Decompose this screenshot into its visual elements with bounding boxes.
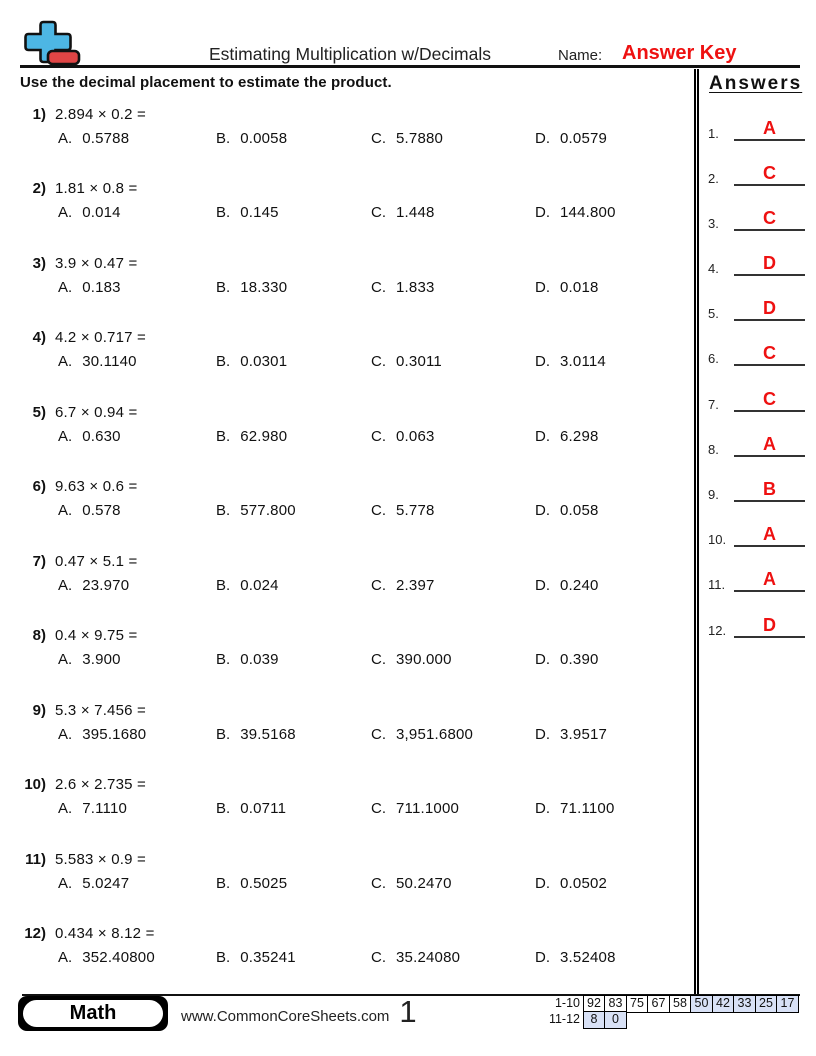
option-d	[535, 130, 694, 147]
answer-number: 3.	[708, 215, 719, 231]
option-b	[216, 726, 371, 743]
option-c-letter: C.	[371, 651, 386, 668]
question-row	[20, 627, 694, 702]
question-list	[20, 106, 694, 1000]
question-expression: 5.3 × 7.456 =	[55, 701, 147, 719]
answer-number: 2.	[708, 170, 719, 186]
question-line	[20, 627, 694, 644]
instruction-text: Use the decimal placement to estimate the product.	[20, 73, 392, 91]
option-a-letter: A.	[58, 353, 73, 370]
option-d-value: 0.390	[560, 651, 599, 668]
worksheet-title: Estimating Multiplication w/Decimals	[208, 44, 492, 64]
answer-blank-line	[734, 163, 805, 186]
option-a	[58, 800, 216, 817]
option-a	[58, 726, 216, 743]
answer-number: 11.	[708, 577, 726, 593]
option-b	[216, 353, 371, 370]
option-a-value: 0.014	[82, 204, 121, 221]
option-a-value: 7.1110	[82, 800, 128, 817]
option-d	[535, 577, 694, 594]
option-b-letter: B.	[216, 651, 231, 668]
subject-badge	[18, 996, 168, 1031]
option-a-value: 0.5788	[82, 129, 130, 147]
option-a-letter: A.	[58, 949, 73, 966]
option-d-letter: D.	[535, 427, 550, 445]
option-b	[216, 651, 371, 668]
option-b-letter: B.	[216, 129, 231, 147]
option-d-letter: D.	[535, 725, 550, 743]
option-d-letter: D.	[535, 129, 550, 147]
question-number: 1)	[32, 105, 46, 123]
option-c-letter: C.	[371, 502, 386, 519]
option-a	[58, 353, 216, 370]
option-row	[58, 949, 694, 966]
answer-number: 4.	[708, 261, 719, 277]
answer-blank-line	[734, 569, 805, 592]
option-a-value: 3.900	[82, 651, 121, 668]
question-row	[20, 404, 694, 479]
option-d-value: 6.298	[560, 427, 599, 445]
question-row	[20, 255, 694, 330]
option-b	[216, 875, 371, 892]
option-row	[58, 502, 694, 519]
option-a-letter: A.	[58, 651, 73, 668]
answer-letter: C	[763, 207, 776, 228]
answer-item	[708, 518, 810, 547]
option-d-letter: D.	[535, 278, 550, 296]
option-c	[371, 875, 535, 892]
option-d-value: 0.058	[560, 502, 599, 519]
option-c-value: 5.778	[396, 502, 435, 519]
option-b-value: 0.024	[240, 576, 279, 594]
option-a-value: 395.1680	[82, 725, 147, 743]
content-area	[0, 69, 816, 995]
score-cell: 67	[647, 995, 670, 1013]
option-a-value: 0.578	[82, 502, 121, 519]
question-line	[20, 925, 694, 942]
score-cell: 75	[626, 995, 649, 1013]
answer-letter: D	[763, 253, 776, 274]
question-line	[20, 404, 694, 421]
question-expression: 1.81 × 0.8 =	[55, 180, 138, 197]
answer-letter: A	[763, 117, 776, 138]
option-c-value: 0.063	[396, 427, 435, 445]
option-a	[58, 875, 216, 892]
option-row	[58, 651, 694, 668]
option-c	[371, 353, 535, 370]
option-d-value: 3.9517	[560, 725, 608, 743]
option-d	[535, 726, 694, 743]
option-b-letter: B.	[216, 576, 231, 594]
answer-item	[708, 428, 810, 457]
question-row	[20, 851, 694, 926]
answer-key-label: Answer Key	[622, 42, 737, 64]
option-d	[535, 428, 694, 445]
option-c	[371, 130, 535, 147]
option-b-value: 18.330	[240, 278, 288, 296]
option-d	[535, 800, 694, 817]
option-c	[371, 204, 535, 221]
question-row	[20, 329, 694, 404]
option-c-letter: C.	[371, 874, 386, 892]
question-number: 7)	[32, 552, 46, 570]
option-c-value: 5.7880	[396, 129, 444, 147]
option-d-value: 0.0502	[560, 874, 608, 892]
answer-number: 8.	[708, 441, 719, 457]
option-row	[58, 353, 694, 370]
question-number: 11)	[25, 850, 46, 868]
answer-item	[708, 563, 810, 592]
answer-item	[708, 337, 810, 366]
option-c-letter: C.	[371, 204, 386, 221]
question-row	[20, 478, 694, 553]
answer-number: 1.	[708, 125, 719, 141]
question-expression: 9.63 × 0.6 =	[55, 478, 138, 495]
option-d-letter: D.	[535, 204, 550, 221]
question-line	[20, 702, 694, 719]
answer-letter: A	[763, 524, 776, 545]
question-expression: 0.4 × 9.75 =	[55, 627, 138, 644]
option-d-value: 3.52408	[560, 949, 616, 966]
option-b-value: 0.145	[240, 204, 279, 221]
question-line	[20, 106, 694, 123]
question-row	[20, 180, 694, 255]
question-row	[20, 553, 694, 628]
question-row	[20, 106, 694, 181]
option-d-value: 71.1100	[560, 800, 615, 817]
score-cell-highlighted: 8	[583, 1011, 606, 1029]
score-row-2	[538, 1011, 799, 1029]
option-d	[535, 502, 694, 519]
option-c	[371, 428, 535, 445]
option-d-letter: D.	[535, 874, 550, 892]
option-c	[371, 502, 535, 519]
option-a-letter: A.	[58, 874, 73, 892]
score-table	[538, 995, 799, 1029]
score-row-2-highlight-cells	[584, 1011, 627, 1029]
answer-blank-line	[734, 615, 805, 638]
score-row-1-label: 1-10	[554, 996, 580, 1010]
score-cell-highlighted: 42	[712, 995, 735, 1013]
option-a	[58, 204, 216, 221]
name-label: Name:	[558, 47, 603, 64]
answer-blank-line	[734, 208, 805, 231]
option-d	[535, 651, 694, 668]
option-b	[216, 800, 371, 817]
option-row	[58, 428, 694, 445]
option-row	[58, 577, 694, 594]
option-row	[58, 204, 694, 221]
answer-letter: B	[763, 479, 776, 499]
question-number: 9)	[32, 701, 46, 719]
score-cell-highlighted: 0	[604, 1011, 627, 1029]
option-a	[58, 279, 216, 296]
question-expression: 0.47 × 5.1 =	[55, 552, 138, 570]
option-b	[216, 279, 371, 296]
option-b-letter: B.	[216, 278, 231, 296]
option-b	[216, 502, 371, 519]
answer-item	[708, 292, 810, 321]
score-cell-highlighted: 33	[733, 995, 756, 1013]
subject-label: Math	[23, 1000, 163, 1027]
question-number: 6)	[32, 478, 46, 495]
answer-number: 10.	[708, 532, 727, 548]
option-d-value: 0.018	[560, 278, 599, 296]
question-number: 8)	[32, 627, 46, 644]
option-a-value: 5.0247	[82, 874, 130, 892]
option-c-letter: C.	[371, 353, 386, 370]
answer-blank-line	[734, 389, 805, 412]
option-c	[371, 726, 535, 743]
option-c-letter: C.	[371, 949, 386, 966]
option-c-value: 50.2470	[396, 874, 452, 892]
answer-letter: D	[763, 298, 776, 319]
answer-letter: C	[763, 162, 776, 183]
option-a	[58, 577, 216, 594]
option-b-letter: B.	[216, 427, 231, 445]
question-number: 5)	[32, 403, 46, 421]
answer-letter: D	[763, 614, 776, 635]
answer-blank-line	[734, 524, 805, 547]
option-d-letter: D.	[535, 651, 550, 668]
score-row-2-label: 11-12	[548, 1012, 580, 1026]
question-number: 10)	[24, 776, 46, 793]
page-number: 1	[399, 994, 417, 1029]
answer-letter: A	[763, 569, 776, 590]
answer-item	[708, 247, 810, 276]
answer-letter: A	[763, 433, 776, 454]
answer-item	[708, 112, 810, 141]
score-row-1-plain-cells	[584, 995, 692, 1013]
answer-blank-line	[734, 118, 805, 141]
question-expression: 5.583 × 0.9 =	[55, 850, 147, 868]
option-b-value: 62.980	[240, 427, 288, 445]
question-expression: 2.894 × 0.2 =	[55, 105, 147, 123]
question-line	[20, 776, 694, 793]
question-line	[20, 180, 694, 197]
option-b	[216, 949, 371, 966]
option-a	[58, 502, 216, 519]
option-a-letter: A.	[58, 502, 73, 519]
answer-blank-line	[734, 343, 805, 366]
option-a-value: 0.183	[82, 278, 121, 296]
option-d	[535, 875, 694, 892]
option-d-letter: D.	[535, 949, 550, 966]
option-a-letter: A.	[58, 278, 73, 296]
score-row-1-highlight-cells	[692, 995, 800, 1013]
option-b-letter: B.	[216, 874, 231, 892]
option-c-value: 2.397	[396, 576, 435, 594]
option-c-letter: C.	[371, 427, 386, 445]
score-cell-highlighted: 25	[755, 995, 778, 1013]
answers-title: Answers	[709, 72, 803, 94]
option-c	[371, 577, 535, 594]
question-line	[20, 478, 694, 495]
question-expression: 6.7 × 0.94 =	[55, 403, 138, 421]
option-c-value: 1.448	[396, 204, 435, 221]
question-row	[20, 702, 694, 777]
score-cell-highlighted: 50	[690, 995, 713, 1013]
option-d	[535, 949, 694, 966]
option-c-letter: C.	[371, 278, 386, 296]
option-d-value: 144.800	[560, 204, 616, 221]
option-row	[58, 726, 694, 743]
question-number: 3)	[32, 254, 46, 272]
option-a-letter: A.	[58, 800, 73, 817]
option-row	[58, 875, 694, 892]
option-b-letter: B.	[216, 725, 231, 743]
option-a-letter: A.	[58, 576, 73, 594]
question-expression: 3.9 × 0.47 =	[55, 254, 138, 272]
option-c-value: 1.833	[396, 278, 435, 296]
option-b-value: 0.039	[240, 651, 279, 668]
question-expression: 2.6 × 2.735 =	[55, 776, 147, 793]
option-b-letter: B.	[216, 502, 231, 519]
option-c-letter: C.	[371, 129, 386, 147]
option-c-value: 0.3011	[396, 353, 442, 370]
plus-minus-logo-icon	[21, 18, 81, 66]
option-b-value: 0.5025	[240, 874, 288, 892]
question-line	[20, 329, 694, 346]
option-c-value: 390.000	[396, 651, 452, 668]
score-cell: 58	[669, 995, 692, 1013]
option-c	[371, 651, 535, 668]
answer-item	[708, 157, 810, 186]
option-a-value: 0.630	[82, 427, 121, 445]
answer-number: 6.	[708, 351, 719, 367]
option-d-value: 3.0114	[560, 353, 606, 370]
option-d-letter: D.	[535, 502, 550, 519]
answer-blank-line	[734, 479, 805, 502]
option-c	[371, 949, 535, 966]
question-expression: 0.434 × 8.12 =	[55, 925, 155, 942]
answer-number: 5.	[708, 306, 719, 322]
answer-letter: C	[763, 343, 776, 364]
score-row-1	[538, 995, 799, 1013]
option-c-value: 711.1000	[396, 800, 460, 817]
option-b-value: 0.0058	[240, 129, 288, 147]
answers-list	[708, 112, 810, 638]
answer-item	[708, 473, 810, 502]
answer-number: 12.	[708, 622, 727, 638]
answer-item	[708, 202, 810, 231]
option-row	[58, 130, 694, 147]
option-d	[535, 279, 694, 296]
option-b-letter: B.	[216, 949, 231, 966]
answer-number: 7.	[708, 396, 719, 412]
question-expression: 4.2 × 0.717 =	[55, 329, 147, 346]
option-c-letter: C.	[371, 800, 386, 817]
website-url: www.CommonCoreSheets.com	[181, 1008, 390, 1025]
option-b-value: 577.800	[240, 502, 296, 519]
score-cell: 83	[604, 995, 627, 1013]
answer-item	[708, 383, 810, 412]
option-b-letter: B.	[216, 353, 231, 370]
answer-blank-line	[734, 434, 805, 457]
option-c-letter: C.	[371, 576, 386, 594]
option-c	[371, 800, 535, 817]
option-b	[216, 577, 371, 594]
question-row	[20, 925, 694, 1000]
option-c-value: 35.24080	[396, 949, 461, 966]
question-line	[20, 851, 694, 868]
question-number: 12)	[24, 925, 46, 942]
option-a-value: 30.1140	[82, 353, 137, 370]
option-d-letter: D.	[535, 353, 550, 370]
question-line	[20, 553, 694, 570]
option-a-value: 352.40800	[82, 949, 155, 966]
option-a	[58, 651, 216, 668]
option-row	[58, 800, 694, 817]
option-d-letter: D.	[535, 800, 550, 817]
question-number: 4)	[32, 329, 46, 346]
option-b-value: 39.5168	[240, 725, 296, 743]
answer-blank-line	[734, 253, 805, 276]
questions-column	[0, 69, 699, 995]
option-b-value: 0.0711	[240, 800, 287, 817]
option-c	[371, 279, 535, 296]
option-a	[58, 130, 216, 147]
option-b-letter: B.	[216, 204, 231, 221]
score-cell-highlighted: 17	[776, 995, 799, 1013]
option-b-value: 0.35241	[240, 949, 296, 966]
option-d-letter: D.	[535, 576, 550, 594]
answer-letter: C	[763, 388, 776, 409]
option-c-letter: C.	[371, 725, 386, 743]
option-a	[58, 428, 216, 445]
option-d-value: 0.0579	[560, 129, 608, 147]
option-a-letter: A.	[58, 204, 73, 221]
option-row	[58, 279, 694, 296]
option-b-value: 0.0301	[240, 353, 288, 370]
option-a-letter: A.	[58, 129, 73, 147]
answer-blank-line	[734, 298, 805, 321]
option-a	[58, 949, 216, 966]
option-b	[216, 130, 371, 147]
option-a-value: 23.970	[82, 576, 130, 594]
option-a-letter: A.	[58, 427, 73, 445]
question-number: 2)	[32, 180, 46, 197]
question-line	[20, 255, 694, 272]
option-d	[535, 353, 694, 370]
answers-column	[699, 69, 816, 995]
answer-item	[708, 609, 810, 638]
option-b-letter: B.	[216, 800, 231, 817]
answer-number: 9.	[708, 487, 719, 502]
option-a-letter: A.	[58, 725, 73, 743]
question-row	[20, 776, 694, 851]
option-b	[216, 428, 371, 445]
score-cell: 92	[583, 995, 606, 1013]
option-d	[535, 204, 694, 221]
footer	[0, 994, 816, 1056]
option-d-value: 0.240	[560, 576, 599, 594]
option-c-value: 3,951.6800	[396, 725, 474, 743]
option-b	[216, 204, 371, 221]
